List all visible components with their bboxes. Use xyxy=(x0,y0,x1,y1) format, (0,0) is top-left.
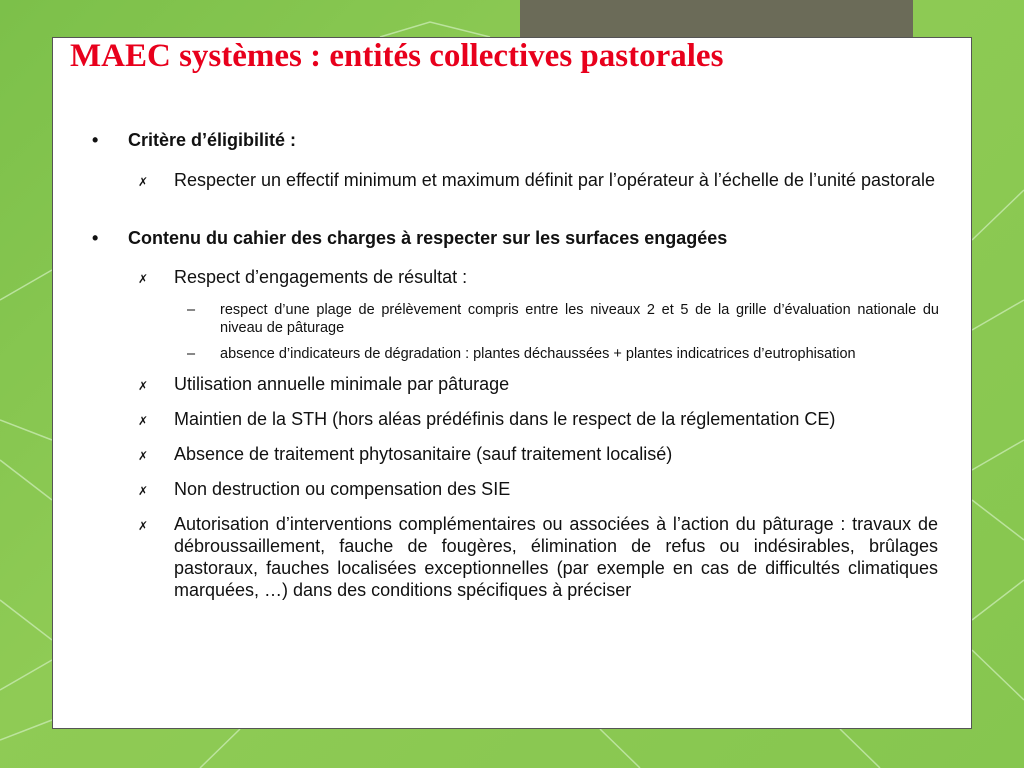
sub-list-item: – absence d’indicateurs de dégradation : plantes déchaussées + plantes indicatrices d’eutrophisation xyxy=(187,346,856,362)
bullet-marker: • xyxy=(92,228,99,248)
section-heading: Critère d’éligibilité : xyxy=(128,130,297,150)
top-accent-bar xyxy=(520,0,913,37)
list-item: ✗ Absence de traitement phytosanitaire (sauf traitement localisé) xyxy=(138,443,938,465)
slide-title: MAEC systèmes : entités collectives pastorales xyxy=(70,38,724,74)
cross-marker-icon: ✗ xyxy=(138,272,149,286)
cross-marker-icon: ✗ xyxy=(138,379,149,393)
cross-marker-icon: ✗ xyxy=(138,414,149,428)
cross-marker-icon: ✗ xyxy=(138,449,149,463)
cross-marker-icon: ✗ xyxy=(138,484,149,498)
list-item: ✗ Maintien de la STH (hors aléas prédéfinis dans le respect de la réglementation CE) xyxy=(138,408,938,430)
sub-list-item: – respect d’une plage de prélèvement compris entre les niveaux 2 et 5 de la grille d’évaluation nationale du niveau de pâturage xyxy=(187,302,939,336)
dash-marker: – xyxy=(187,302,196,318)
section-heading: Contenu du cahier des charges à respecter sur les surfaces engagées xyxy=(128,228,728,248)
list-item: ✗ Autorisation d’interventions complémentaires ou associées à l’action du pâturage : travaux de débroussaillement, fauche de fougères, élimination de refus ou indésirables, brûlages pastoraux, fauches localisées exceptionnelles (par exemple en cas de difficultés climatiques marquées, …) dans des conditions spécifiques à préciser xyxy=(138,514,938,600)
list-item: ✗ Utilisation annuelle minimale par pâturage xyxy=(138,373,938,395)
list-item: ✗ Respecter un effectif minimum et maximum définit par l’opérateur à l’échelle de l’unité pastorale xyxy=(138,169,938,191)
cross-marker-icon: ✗ xyxy=(138,519,149,533)
bullet-marker: • xyxy=(92,130,99,150)
cross-marker-icon: ✗ xyxy=(138,175,149,189)
list-item: ✗ Respect d’engagements de résultat : xyxy=(138,266,938,288)
dash-marker: – xyxy=(187,346,196,362)
list-item: ✗ Non destruction ou compensation des SIE xyxy=(138,478,938,500)
